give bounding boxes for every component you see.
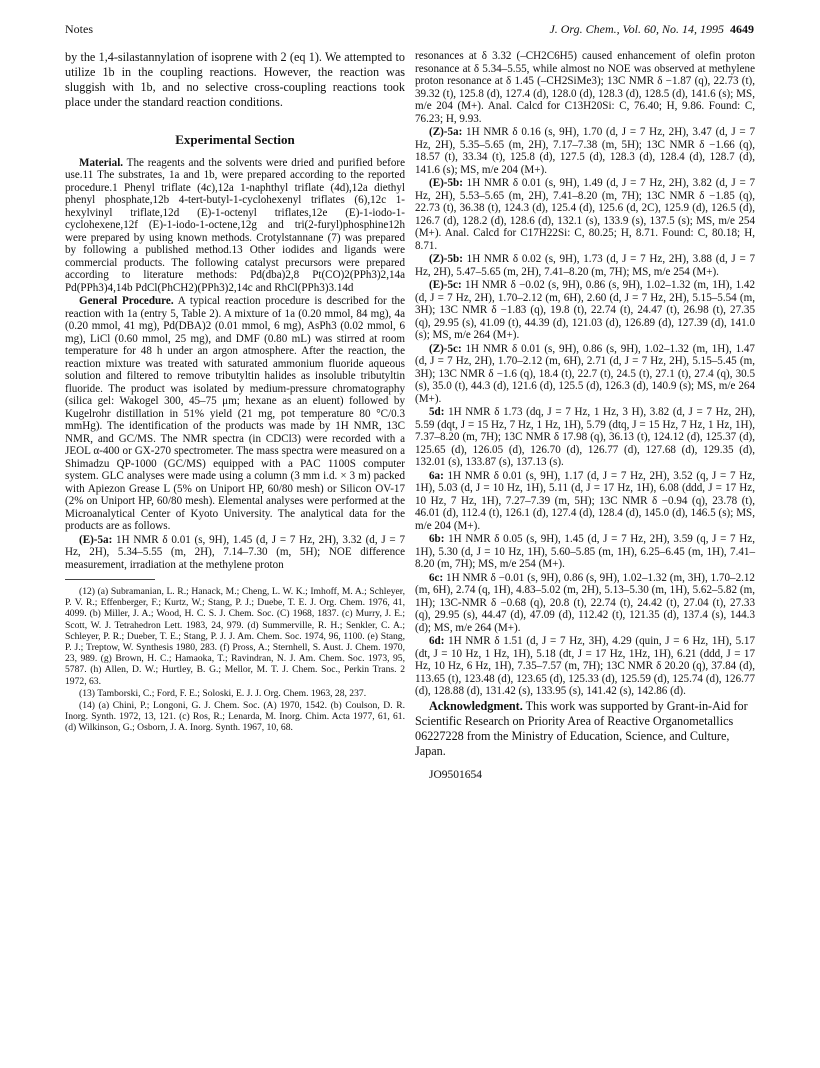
footnote-divider: [65, 579, 155, 580]
compound-z5c-heading: (Z)-5c:: [429, 342, 462, 355]
journal-citation: J. Org. Chem., Vol. 60, No. 14, 1995: [549, 22, 724, 36]
compound-e5a-text: 1H NMR δ 0.01 (s, 9H), 1.45 (d, J = 7 Hz, 2H), 3.32 (d, J = 7 Hz, 2H), 5.34–5.55 (m, 2H), 7.14–7.30 (m, 5H); NOE difference measurement, irradiation at the methylene proton: [65, 533, 405, 571]
compound-e5b-heading: (E)-5b:: [429, 177, 463, 189]
compound-6d-text: 1H NMR δ 1.51 (d, J = 7 Hz, 3H), 4.29 (quin, J = 6 Hz, 1H), 5.17 (dt, J = 10 Hz, 1 Hz, 1H), 5.18 (dt, J = 17 Hz, 1Hz, 1H), 6.21 (ddd, J = 17 Hz, 10 Hz, 6 Hz, 1H), 7.35–7.57 (m, 7H); 13C NMR δ 20.20 (q), 37.84 (d), 113.65 (t), 123.48 (d), 123.65 (d), 125.33 (d), 125.59 (d), 125.74 (d), 126.77 (d), 128.88 (d), 131.42 (s), 133.95 (s), 141.42 (s), 142.86 (d).: [415, 635, 755, 697]
compound-6a-text: 1H NMR δ 0.01 (s, 9H), 1.17 (d, J = 7 Hz, 2H), 3.52 (q, J = 7 Hz, 1H), 5.03 (d, J = 10 Hz, 1H), 5.11 (d, J = 17 Hz, 1H), 6.08 (ddd, J = 17 Hz, 10 Hz, 7 Hz, 1H), 7.27–7.39 (m, 5H); 13C NMR δ −0.94 (q), 23.78 (t), 46.01 (d), 112.4 (t), 126.1 (d), 127.4 (d), 128.4 (d), 145.0 (d), 146.5 (s); MS, m/e 204 (M+).: [415, 469, 755, 532]
compound-5d-text: 1H NMR δ 1.73 (dq, J = 7 Hz, 1 Hz, 3 H), 3.82 (d, J = 7 Hz, 2H), 5.59 (dqt, J = 15 Hz, 7 Hz, 1 Hz, 1H), 5.79 (dtq, J = 15 Hz, 7 Hz, 1 Hz, 1H), 7.37–8.20 (m, 7H); 13C NMR δ 17.98 (q), 36.13 (t), 124.12 (d), 125.37 (d), 125.65 (d), 126.05 (d), 126.70 (d), 126.77 (d), 127.68 (d), 129.35 (d), 132.01 (s), 133.87 (s), 137.13 (s).: [415, 406, 755, 468]
compound-z5b-paragraph: [415, 253, 755, 278]
material-heading: Material.: [79, 156, 124, 169]
compound-6b-heading: 6b:: [429, 533, 445, 545]
material-text: The reagents and the solvents were dried and purified before use.11 The substrates, 1a and 1b, were prepared according to the reported procedure.1 Phenyl triflate (4c),12a 1-naphthyl triflate (4d),12a diethyl phenyl phosphate,12b 4-tert-butyl-1-cyclohexenyl triflates (6),12c 1-hexylvinyl triflate,12d (E)-1-octenyl triflates,12e (E)-1-iodo-1-cyclohexene,12f (E)-1-iodo-1-octene,12g and tri(2-furyl)phosphine12h were prepared by using known methods. Crotylstannane (7) was prepared by following a published method.13 Other iodides and ligands were commercial products. The following catalyst precursors were prepared according to literature methods: Pd(dba)2,8 Pt(CO)2(PPh3)2,14a Pd(PPh3)4,14b PdCl(PhCH2)(PPh3)2,14c and RhCl(PPh3)3.14d: [65, 156, 405, 294]
compound-e5a-heading: (E)-5a:: [79, 533, 113, 546]
compound-z5b-heading: (Z)-5b:: [429, 253, 463, 265]
compound-6b-paragraph: [415, 533, 755, 571]
compound-z5c-paragraph: [415, 343, 755, 406]
compound-6c-heading: 6c:: [429, 571, 444, 584]
left-column: [65, 50, 405, 735]
compound-e5b-paragraph: [415, 177, 755, 252]
acknowledgment-paragraph: [415, 699, 755, 759]
manuscript-code: JO9501654: [429, 768, 483, 781]
compound-5d-heading: 5d:: [429, 406, 445, 418]
section-title: Experimental Section: [175, 132, 295, 147]
material-paragraph: [65, 157, 405, 295]
acknowledgment-heading: Acknowledgment.: [429, 698, 523, 713]
compound-z5a-text: 1H NMR δ 0.16 (s, 9H), 1.70 (d, J = 7 Hz, 2H), 3.47 (d, J = 7 Hz, 2H), 5.35–5.65 (m, 2H), 7.17–7.38 (m, 5H); 13C NMR δ −1.66 (q), 18.57 (t), 33.34 (t), 125.8 (d), 127.5 (d), 128.3 (d), 128.4 (d), 128.7 (d), 141.6 (s); MS, m/e 204 (M+).: [415, 126, 755, 176]
compound-6c-paragraph: [415, 572, 755, 635]
references-list: [65, 586, 405, 734]
continued-paragraph: resonances at δ 3.32 (–CH2C6H5) caused enhancement of olefin proton resonance at δ 5.34–5.55, while almost no NOE was observed at methylene proton resonance at δ 1.45 (–CH2SiMe3); 13C NMR δ −1.87 (q), 22.73 (t), 39.32 (t), 125.8 (d), 127.4 (d), 128.0 (d), 128.3 (d), 128.5 (d), 141.6 (s); MS, m/e 204 (M+). Anal. Calcd for C13H20Si: C, 76.40; H, 9.86. Found: C, 76.23; H, 9.93.: [415, 50, 755, 125]
page-header: [65, 22, 754, 40]
page-number: 4649: [730, 22, 754, 36]
compound-z5b-text: 1H NMR δ 0.02 (s, 9H), 1.73 (d, J = 7 Hz, 2H), 3.88 (d, J = 7 Hz, 2H), 5.47–5.65 (m, 2H), 7.41–8.20 (m, 7H); MS, m/e 254 (M+).: [415, 253, 755, 278]
general-procedure-paragraph: [65, 295, 405, 533]
compound-e5b-text: 1H NMR δ 0.01 (s, 9H), 1.49 (d, J = 7 Hz, 2H), 3.82 (d, J = 7 Hz, 2H), 5.53–5.65 (m, 2H), 7.41–8.20 (m, 7H); 13C NMR δ −1.85 (q), 22.73 (t), 36.38 (t), 124.3 (d), 125.4 (d), 125.6 (d, 2C), 125.9 (d), 126.5 (d), 126.7 (d), 128.2 (d), 128.6 (d), 132.1 (s), 133.9 (s), 137.5 (s); MS, m/e 254 (M+). Anal. Calcd for C17H22Si: C, 80.25; H, 8.71. Found: C, 80.18; H, 8.71.: [415, 177, 755, 252]
reference-14: (14) (a) Chini, P.; Longoni, G. J. Chem. Soc. (A) 1970, 1542. (b) Coulson, D. R. Inorg. Synth. 1972, 13, 121. (c) Ros, R.; Lenarda, M. Inorg. Chim. Acta 1977, 61, 61. (d) Wilkinson, G.; Osborn, J. A. Inorg. Synth. 1967, 10, 68.: [65, 700, 405, 734]
general-procedure-heading: General Procedure.: [79, 295, 174, 307]
compound-6b-text: 1H NMR δ 0.05 (s, 9H), 1.45 (d, J = 7 Hz, 2H), 3.59 (q, J = 7 Hz, 1H), 5.30 (d, J = 10 Hz, 1H), 5.60–5.85 (m, 1H), 6.25–6.45 (m, 1H), 7.41–8.20 (m, 7H); MS, m/e 254 (M+).: [415, 533, 755, 570]
intro-paragraph: by the 1,4-silastannylation of isoprene with 2 (eq 1). We attempted to utilize 1b in the coupling reactions. However, the reaction was sluggish with 1b, and no selective cross-coupling reactions took place under the standard reaction conditions.: [65, 50, 405, 109]
compound-e5c-text: 1H NMR δ −0.02 (s, 9H), 0.86 (s, 9H), 1.02–1.32 (m, 1H), 1.42 (d, J = 7 Hz, 2H), 1.70–2.12 (m, 6H), 2.60 (d, J = 7 Hz, 2H), 5.15–5.54 (m, 3H); 13C NMR δ −1.83 (q), 19.8 (t), 22.74 (t), 24.47 (t), 26.98 (t), 27.35 (q), 29.95 (s), 41.09 (t), 44.39 (d), 121.03 (d), 126.89 (d), 127.39 (d), 141.0 (s); MS, m/e 264 (M+).: [415, 279, 755, 341]
compound-z5a-paragraph: [415, 126, 755, 176]
compound-z5c-text: 1H NMR δ 0.01 (s, 9H), 0.86 (s, 9H), 1.02–1.32 (m, 1H), 1.47 (d, J = 7 Hz, 2H), 1.70–2.12 (m, 6H), 2.71 (d, J = 7 Hz, 2H), 5.15–5.45 (m, 3H); 13C NMR δ −1.6 (q), 18.4 (t), 22.7 (t), 24.5 (t), 27.1 (t), 27.4 (q), 30.5 (s), 35.0 (t), 44.3 (d), 121.6 (d), 125.5 (d), 126.3 (d), 140.9 (s); MS, m/e 264 (M+).: [415, 342, 755, 405]
compound-e5a-paragraph: [65, 534, 405, 572]
reference-12: (12) (a) Subramanian, L. R.; Hanack, M.; Cheng, L. W. K.; Imhoff, M. A.; Schleyer, P. V. R.; Effenberger, F.; Kurtz, W.; Stang, P. J.; Duebe, T. E. J. Org. Chem. 1976, 41, 4099. (b) Miller, J. A.; Wood, H. C. S. J. Chem. Soc. (C) 1968, 1837. (c) Murry, J. E.; Scott, W. J. Tetrahedron Lett. 1983, 24, 979. (d) Summerville, R. H.; Senkler, C. A.; Schleyer, P. R.; Dueber, T. E.; Stang, P. J. J. Am. Chem. Soc. 1974, 96, 1100. (e) Stang, P. J.; Treptow, W. Synthesis 1980, 283. (f) Pross, A.; Sternhell, S. Aust. J. Chem. 1970, 23, 989. (g) Brown, H. C.; Hamaoka, T.; Ravindran, N. J. Am. Chem. Soc. 1973, 95, 5787. (h) Allen, D. W.; Hurtley, B. G.; Mellor, M. T. J. Chem. Soc., Perkin Trans. 2 1972, 63.: [65, 586, 405, 687]
reference-13: (13) Tamborski, C.; Ford, F. E.; Soloski, E. J. J. Org. Chem. 1963, 28, 237.: [79, 687, 367, 699]
compound-e5c-heading: (E)-5c:: [429, 279, 462, 291]
general-procedure-text: A typical reaction procedure is described for the reaction with 1a (entry 5, Table 2). A mixture of 1a (0.20 mmol, 84 mg), 4a (0.20 mmol, 41 mg), Pd(DBA)2 (0.01 mmol, 6 mg), AsPh3 (0.02 mmol, 6 mg), LiCl (0.60 mmol, 25 mg), and DMF (0.80 mL) was stirred at room temperature for 48 h under an argon atmosphere. After the reaction, the reaction mixture was treated with saturated ammonium fluoride aqueous solution and filtered to remove tributyltin halides as insoluble tributyltin fluoride. The product was isolated by medium-pressure chromatography (silica gel: Wakogel 300, 45–75 μm; hexane as an eluent) followed by Kugelrohr distillation in 51% yield (21 mg, pot temperature 80 °C/0.3 mmHg). The identification of the products was made by 1H NMR, 13C NMR, and GC/MS. The NMR spectra (in CDCl3) were recorded with a JEOL α-400 or GX-270 spectrometer. The mass spectra were measured on a Shimadzu QP-1000 (GC/MS) equipped with a PAC 1100S computer system. GLC analyses were made using a column (3 mm i.d. × 3 m) packed with Apiezon Grease L (5% on Uniport HP, 60/80 mesh) or Silicon OV-17 (2% on Uniport HP, 60/80 mesh). Elemental analyses were performed at the Microanalytical Center of Kyoto University. The analytical data for the products are as follows.: [65, 295, 405, 532]
compound-6d-paragraph: [415, 635, 755, 698]
compound-6a-paragraph: [415, 470, 755, 533]
compound-5d-paragraph: [415, 406, 755, 469]
acknowledgment-text: This work was supported by Grant-in-Aid for Scientific Research on Priority Area of Reactive Organometallics 06227228 from the Ministry of Education, Science, and Culture, Japan.: [415, 698, 748, 758]
compound-e5c-paragraph: [415, 279, 755, 342]
header-section-label: Notes: [65, 22, 93, 36]
compound-6a-heading: 6a:: [429, 469, 444, 482]
header-journal-reference: [549, 22, 754, 37]
compound-z5a-heading: (Z)-5a:: [429, 126, 463, 138]
compound-6d-heading: 6d:: [429, 635, 445, 647]
compound-6c-text: 1H NMR δ −0.01 (s, 9H), 0.86 (s, 9H), 1.02–1.32 (m, 3H), 1.70–2.12 (m, 6H), 2.74 (q, 1H), 4.83–5.02 (m, 2H), 5.13–5.30 (m, 1H), 5.62–5.82 (m, 1H); 13C-NMR δ −0.68 (q), 20.8 (t), 22.74 (t), 24.42 (t), 27.04 (t), 27.33 (q), 29.95 (s), 44.47 (d), 47.09 (d), 112.42 (t), 121.35 (d), 137.4 (s), 144.3 (d); MS, m/e 264 (M+).: [415, 571, 755, 634]
right-column: [415, 50, 755, 781]
